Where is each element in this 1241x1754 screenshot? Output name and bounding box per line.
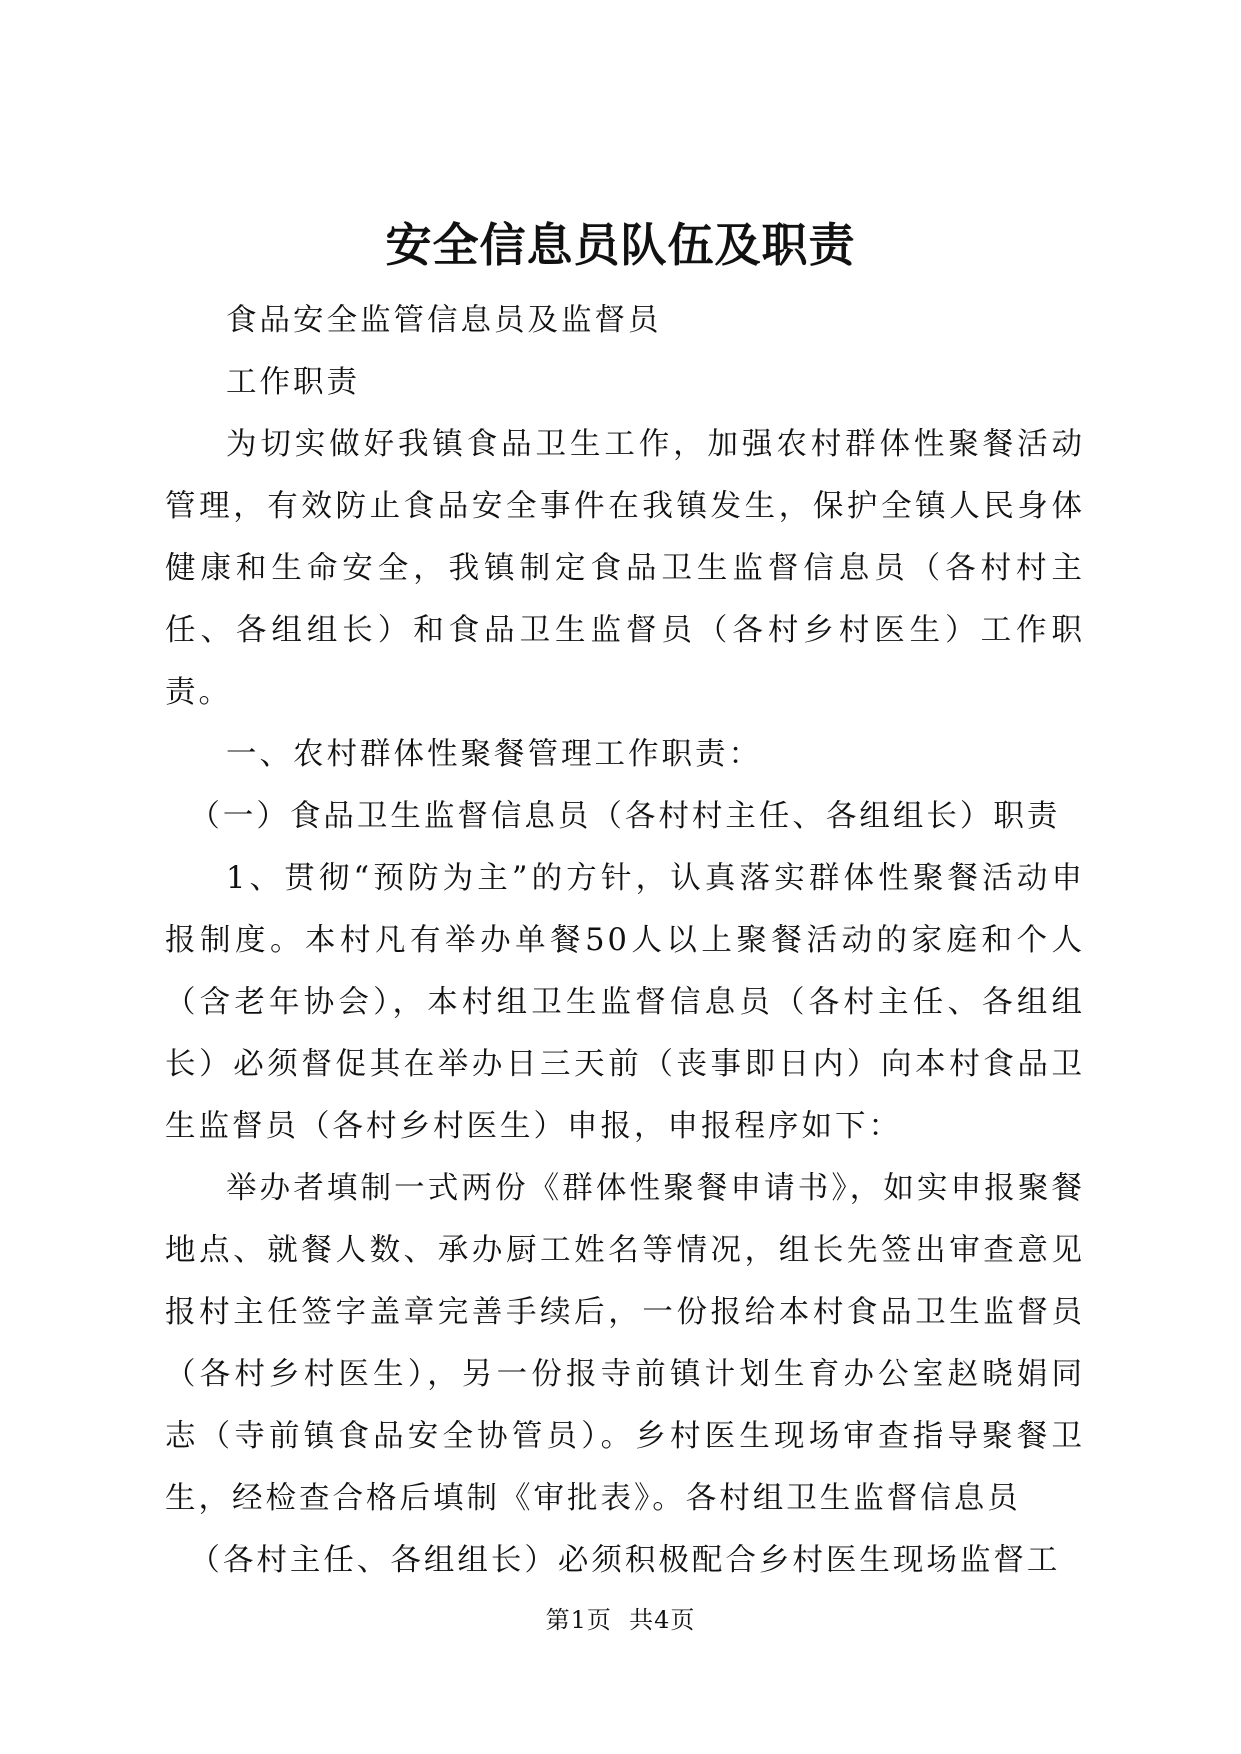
body-paragraph: 1、贯彻“预防为主”的方针，认真落实群体性聚餐活动申报制度。本村凡有举办单餐50人以上聚餐活动的家庭和个人（含老年协会），本村组卫生监督信息员（各村主任、各组组长）必须督促其在举办日三天前（丧事即日内）向本村食品卫生监督员（各村乡村医生）申报，申报程序如下： bbox=[165, 861, 1085, 1144]
total-pages: 4 bbox=[654, 1606, 671, 1634]
body-paragraph: 举办者填制一式两份《群体性聚餐申请书》，如实申报聚餐地点、就餐人数、承办厨工姓名等情况，组长先签出审查意见报村主任签字盖章完善手续后，一份报给本村食品卫生监督员（各村乡村医生），另一份报寺前镇计划生育办公室赵晓娟同志（寺前镇食品安全协管员）。乡村医生现场审查指导聚餐卫生，经检查合格后填制《审批表》。各村组卫生监督信息员 bbox=[165, 1171, 1085, 1516]
subsection-heading: （一）食品卫生监督信息员（各村村主任、各组组长）职责 bbox=[189, 799, 1061, 834]
page-prefix: 第 bbox=[545, 1606, 571, 1634]
page-suffix: 页 bbox=[586, 1606, 612, 1634]
subtitle-line: 食品安全监管信息员及监督员 bbox=[226, 303, 662, 338]
subtitle-line-2: 工作职责 bbox=[226, 365, 360, 400]
intro-paragraph: 为切实做好我镇食品卫生工作，加强农村群体性聚餐活动管理，有效防止食品安全事件在我镇发生，保护全镇人民身体健康和生命安全，我镇制定食品卫生监督信息员（各村村主任、各组组长）和食品卫生监督员（各村乡村医生）工作职责。 bbox=[165, 427, 1085, 710]
body-paragraph: （各村主任、各组组长）必须积极配合乡村医生现场监督工 bbox=[189, 1543, 1061, 1578]
total-prefix: 共 bbox=[629, 1606, 655, 1634]
document-title: 安全信息员队伍及职责 bbox=[385, 218, 856, 272]
page-number: 1 bbox=[570, 1606, 587, 1634]
document-body bbox=[165, 290, 1085, 1592]
page-footer bbox=[0, 1605, 1241, 1635]
total-suffix: 页 bbox=[670, 1606, 696, 1634]
section-heading: 一、农村群体性聚餐管理工作职责： bbox=[226, 737, 762, 772]
